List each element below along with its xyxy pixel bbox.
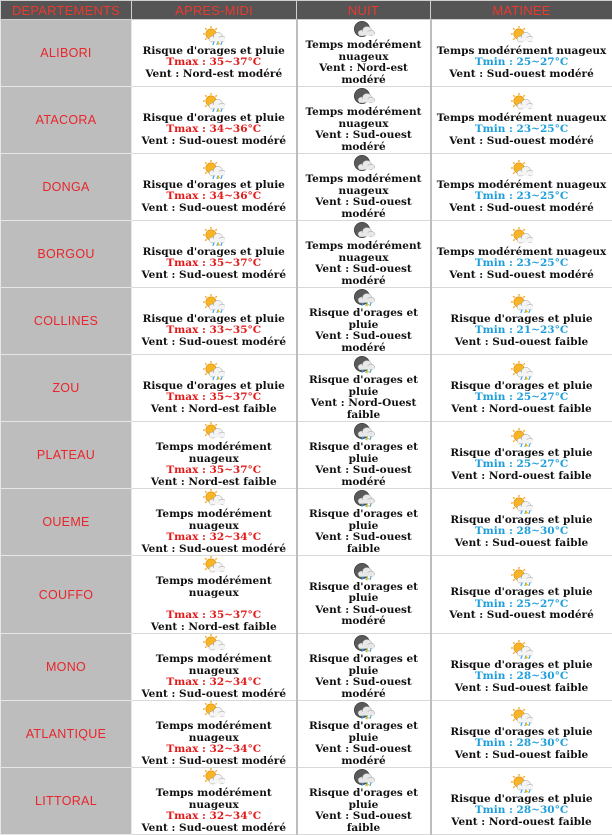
night-forecast-cell: [297, 288, 431, 355]
department-name: BORGOU: [1, 221, 132, 288]
header-matinee: MATINEE: [431, 1, 612, 20]
night-forecast-cell: [297, 154, 431, 221]
tmin-text: Tmin : 21~23°C: [432, 325, 612, 337]
partly-sunny-storm-icon: [511, 707, 533, 726]
night-rain-icon: [353, 634, 375, 653]
wind-text: Vent : Sud-ouest modéré: [132, 823, 296, 835]
wind-text: Vent : Sud-ouest modéré: [432, 69, 612, 81]
tmax-text: Tmax : 35~37°C: [132, 57, 296, 69]
wind-text: Vent : Sud-ouest faible: [432, 683, 612, 695]
condition-text: Risque d'orages et pluie: [298, 721, 430, 744]
wind-text: Vent : Sud-ouest modéré: [432, 610, 612, 622]
morning-forecast-cell: [431, 422, 612, 489]
condition-text: Temps modérément nuageux: [132, 788, 296, 811]
tmax-text: Tmax : 32~34°C: [132, 744, 296, 756]
wind-text: Vent : Nord-Ouest faible: [298, 398, 430, 421]
partly-sunny-storm-icon: [511, 640, 533, 659]
wind-text: Vent : Nord-ouest faible: [432, 471, 612, 483]
wind-text: Vent : Sud-ouest modéré: [432, 203, 612, 215]
condition-text: Risque d'orages et pluie: [298, 308, 430, 331]
wind-text: Vent : Sud-ouest modéré: [298, 605, 430, 628]
wind-text: Vent : Sud-ouest modéré: [298, 264, 430, 287]
tmin-text: Tmin : 28~30°C: [432, 738, 612, 750]
afternoon-forecast-cell: [132, 634, 297, 701]
forecast-row: [1, 355, 612, 422]
department-name: COUFFO: [1, 556, 132, 634]
partly-sunny-storm-icon: [203, 294, 225, 313]
condition-text: Risque d'orages et pluie: [298, 509, 430, 532]
header-row: [1, 1, 612, 20]
morning-forecast-cell: [431, 154, 612, 221]
tmax-text: Tmax : 35~37°C: [132, 465, 296, 477]
tmax-text: Tmax : 35~37°C: [132, 392, 296, 404]
condition-text: Risque d'orages et pluie: [432, 515, 612, 527]
afternoon-forecast-cell: [132, 768, 297, 835]
afternoon-forecast-cell: [132, 701, 297, 768]
wind-text: Vent : Sud-ouest faible: [432, 337, 612, 349]
condition-text: Temps modérément nuageux: [132, 509, 296, 532]
wind-text: Vent : Sud-ouest modéré: [132, 756, 296, 768]
condition-text: Temps modérément nuageux: [298, 241, 430, 264]
forecast-row: [1, 20, 612, 87]
tmax-text: Tmax : 35~37°C: [132, 258, 296, 270]
wind-text: Vent : Sud-ouest modéré: [298, 465, 430, 488]
partly-sunny-cloud-icon: [203, 701, 225, 720]
tmax-text: Tmax : 32~34°C: [132, 811, 296, 823]
condition-text: Temps modérément nuageux: [298, 40, 430, 63]
condition-text: Temps modérément nuageux: [132, 576, 296, 599]
forecast-row: [1, 154, 612, 221]
wind-text: Vent : Sud-ouest faible: [298, 532, 430, 555]
condition-text: Temps modérément nuageux: [298, 174, 430, 197]
condition-text: Risque d'orages et pluie: [132, 247, 296, 259]
header-nuit: NUIT: [297, 1, 431, 20]
morning-forecast-cell: [431, 221, 612, 288]
night-rain-icon: [353, 288, 375, 307]
night-forecast-cell: [297, 701, 431, 768]
wind-text: Vent : Sud-ouest faible: [432, 538, 612, 550]
night-forecast-cell: [297, 87, 431, 154]
header-departements: DEPARTEMENTS: [1, 1, 132, 20]
night-forecast-cell: [297, 355, 431, 422]
partly-sunny-cloud-icon: [203, 634, 225, 653]
forecast-row: [1, 634, 612, 701]
partly-sunny-cloud-icon: [511, 93, 533, 112]
wind-text: Vent : Nord-est faible: [132, 477, 296, 489]
tmax-text: Tmax : 32~34°C: [132, 532, 296, 544]
condition-text: Temps modérément nuageux: [432, 247, 612, 259]
afternoon-forecast-cell: [132, 20, 297, 87]
condition-text: Risque d'orages et pluie: [432, 381, 612, 393]
wind-text: Vent : Sud-ouest faible: [298, 811, 430, 834]
partly-sunny-storm-icon: [203, 361, 225, 380]
condition-text: Risque d'orages et pluie: [298, 582, 430, 605]
condition-text: Risque d'orages et pluie: [432, 727, 612, 739]
condition-text: Temps modérément nuageux: [132, 721, 296, 744]
tmin-text: Tmin : 25~27°C: [432, 599, 612, 611]
partly-sunny-storm-icon: [511, 294, 533, 313]
night-rain-icon: [353, 422, 375, 441]
condition-text: Risque d'orages et pluie: [132, 113, 296, 125]
forecast-rows: [1, 20, 612, 835]
condition-text: Risque d'orages et pluie: [132, 46, 296, 58]
partly-sunny-storm-icon: [511, 428, 533, 447]
wind-text: Vent : Sud-ouest modéré: [298, 331, 430, 354]
wind-text: Vent : Sud-ouest modéré: [298, 744, 430, 767]
condition-text: Temps modérément nuageux: [132, 442, 296, 465]
night-cloud-icon: [353, 20, 375, 39]
forecast-row: [1, 701, 612, 768]
tmax-text: Tmax : 34~36°C: [132, 191, 296, 203]
afternoon-forecast-cell: [132, 355, 297, 422]
partly-sunny-cloud-icon: [203, 489, 225, 508]
afternoon-forecast-cell: [132, 556, 297, 634]
department-name: ATLANTIQUE: [1, 701, 132, 768]
department-name: ATACORA: [1, 87, 132, 154]
condition-text: Temps modérément nuageux: [432, 46, 612, 58]
partly-sunny-cloud-icon: [511, 160, 533, 179]
forecast-row: [1, 221, 612, 288]
afternoon-forecast-cell: [132, 489, 297, 556]
condition-text: Risque d'orages et pluie: [132, 180, 296, 192]
tmin-text: Tmin : 23~25°C: [432, 191, 612, 203]
tmin-text: Tmin : 25~27°C: [432, 392, 612, 404]
partly-sunny-storm-icon: [203, 26, 225, 45]
afternoon-forecast-cell: [132, 154, 297, 221]
condition-text: Temps modérément nuageux: [432, 180, 612, 192]
department-name: MONO: [1, 634, 132, 701]
night-forecast-cell: [297, 556, 431, 634]
department-name: PLATEAU: [1, 422, 132, 489]
afternoon-forecast-cell: [132, 288, 297, 355]
tmax-text: Tmax : 35~37°C: [132, 610, 296, 622]
tmin-text: Tmin : 25~27°C: [432, 57, 612, 69]
tmin-text: Tmin : 23~25°C: [432, 124, 612, 136]
morning-forecast-cell: [431, 489, 612, 556]
wind-text: Vent : Nord-est modéré: [298, 63, 430, 86]
night-forecast-cell: [297, 221, 431, 288]
condition-text: Temps modérément nuageux: [432, 113, 612, 125]
tmax-text: Tmax : 33~35°C: [132, 325, 296, 337]
department-name: OUEME: [1, 489, 132, 556]
wind-text: Vent : Nord-est modéré: [132, 69, 296, 81]
condition-text: Risque d'orages et pluie: [298, 788, 430, 811]
forecast-row: [1, 87, 612, 154]
night-rain-icon: [353, 562, 375, 581]
wind-text: Vent : Sud-ouest modéré: [132, 337, 296, 349]
morning-forecast-cell: [431, 355, 612, 422]
partly-sunny-storm-icon: [511, 774, 533, 793]
wind-text: Vent : Sud-ouest modéré: [132, 689, 296, 701]
wind-text: Vent : Sud-ouest modéré: [298, 130, 430, 153]
wind-text: Vent : Nord-est faible: [132, 622, 296, 634]
wind-text: Vent : Sud-ouest modéré: [432, 136, 612, 148]
night-rain-icon: [353, 768, 375, 787]
header-apres-midi: APRES-MIDI: [132, 1, 297, 20]
condition-text: Risque d'orages et pluie: [432, 660, 612, 672]
wind-text: Vent : Nord-ouest faible: [432, 817, 612, 829]
morning-forecast-cell: [431, 87, 612, 154]
tmin-text: Tmin : 23~25°C: [432, 258, 612, 270]
wind-text: Vent : Sud-ouest modéré: [432, 270, 612, 282]
afternoon-forecast-cell: [132, 87, 297, 154]
department-name: ALIBORI: [1, 20, 132, 87]
condition-text: Risque d'orages et pluie: [432, 314, 612, 326]
forecast-row: [1, 556, 612, 634]
wind-text: Vent : Sud-ouest modéré: [132, 544, 296, 556]
partly-sunny-storm-icon: [203, 93, 225, 112]
department-name: COLLINES: [1, 288, 132, 355]
partly-sunny-storm-icon: [511, 495, 533, 514]
department-name: DONGA: [1, 154, 132, 221]
morning-forecast-cell: [431, 768, 612, 835]
tmin-text: Tmin : 25~27°C: [432, 459, 612, 471]
wind-text: Vent : Sud-ouest faible: [432, 750, 612, 762]
night-forecast-cell: [297, 20, 431, 87]
condition-text: Risque d'orages et pluie: [432, 587, 612, 599]
wind-text: Vent : Sud-ouest modéré: [132, 136, 296, 148]
night-rain-icon: [353, 489, 375, 508]
night-rain-icon: [353, 355, 375, 374]
wind-text: Vent : Sud-ouest modéré: [298, 197, 430, 220]
department-name: LITTORAL: [1, 768, 132, 835]
morning-forecast-cell: [431, 20, 612, 87]
morning-forecast-cell: [431, 556, 612, 634]
wind-text: Vent : Sud-ouest modéré: [298, 677, 430, 700]
partly-sunny-cloud-icon: [203, 556, 225, 575]
condition-text: Risque d'orages et pluie: [432, 448, 612, 460]
tmin-text: Tmin : 28~30°C: [432, 526, 612, 538]
night-forecast-cell: [297, 489, 431, 556]
condition-text: Risque d'orages et pluie: [132, 381, 296, 393]
condition-text: Risque d'orages et pluie: [132, 314, 296, 326]
forecast-row: [1, 288, 612, 355]
condition-text: Risque d'orages et pluie: [298, 442, 430, 465]
tmax-text: Tmax : 34~36°C: [132, 124, 296, 136]
night-forecast-cell: [297, 768, 431, 835]
partly-sunny-cloud-icon: [511, 227, 533, 246]
forecast-row: [1, 489, 612, 556]
condition-text: Risque d'orages et pluie: [432, 794, 612, 806]
tmin-text: Tmin : 28~30°C: [432, 671, 612, 683]
condition-text: Risque d'orages et pluie: [298, 654, 430, 677]
partly-sunny-storm-icon: [511, 361, 533, 380]
wind-text: Vent : Sud-ouest modéré: [132, 270, 296, 282]
partly-sunny-cloud-icon: [203, 422, 225, 441]
partly-sunny-cloud-icon: [203, 768, 225, 787]
morning-forecast-cell: [431, 701, 612, 768]
partly-sunny-cloud-icon: [511, 26, 533, 45]
department-name: ZOU: [1, 355, 132, 422]
tmin-text: Tmin : 28~30°C: [432, 805, 612, 817]
afternoon-forecast-cell: [132, 422, 297, 489]
night-cloud-icon: [353, 221, 375, 240]
partly-sunny-storm-icon: [203, 160, 225, 179]
partly-sunny-storm-icon: [203, 227, 225, 246]
night-rain-icon: [353, 701, 375, 720]
night-cloud-icon: [353, 154, 375, 173]
wind-text: Vent : Nord-est faible: [132, 404, 296, 416]
tmax-text: Tmax : 32~34°C: [132, 677, 296, 689]
wind-text: Vent : Sud-ouest modéré: [132, 203, 296, 215]
night-forecast-cell: [297, 634, 431, 701]
wind-text: Vent : Nord-ouest faible: [432, 404, 612, 416]
forecast-row: [1, 768, 612, 835]
partly-sunny-storm-icon: [511, 567, 533, 586]
night-cloud-icon: [353, 87, 375, 106]
condition-text: Risque d'orages et pluie: [298, 375, 430, 398]
condition-text: Temps modérément nuageux: [132, 654, 296, 677]
morning-forecast-cell: [431, 634, 612, 701]
afternoon-forecast-cell: [132, 221, 297, 288]
condition-text: Temps modérément nuageux: [298, 107, 430, 130]
forecast-row: [1, 422, 612, 489]
night-forecast-cell: [297, 422, 431, 489]
morning-forecast-cell: [431, 288, 612, 355]
